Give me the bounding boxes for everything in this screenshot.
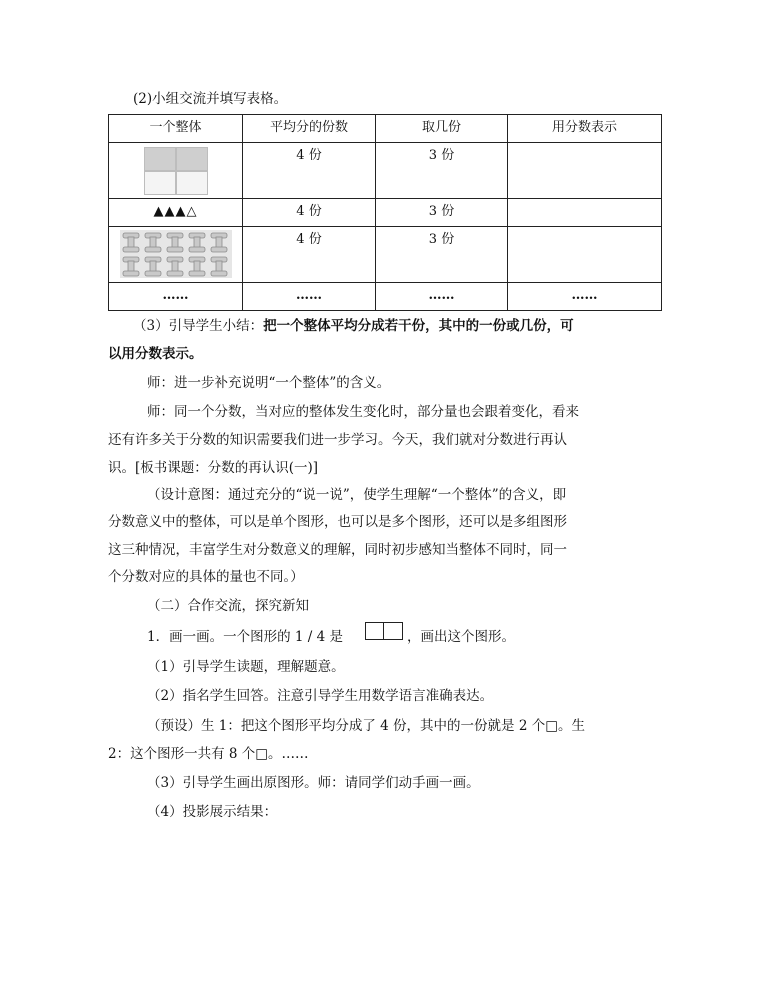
fraction-table — [108, 114, 662, 311]
ellipsis-cell: …… — [243, 283, 376, 311]
ellipsis-cell: …… — [376, 283, 508, 311]
teacher-note-2-line-3: 识。[板书课题：分数的再认识(一)] — [108, 460, 319, 476]
take-cell: 3 份 — [376, 143, 508, 199]
fraction-cell — [508, 199, 662, 227]
draw-task-a: 1．画一画。一个图形的 1 / 4 是 — [147, 629, 343, 645]
design-intent-line-3: 这三种情况，丰富学生对分数意义的理解，同时初步感知当整体不同时，同一 — [108, 542, 567, 558]
ellipsis-cell: …… — [109, 283, 243, 311]
table-header-row — [109, 115, 662, 143]
design-intent-line-4: 个分数对应的具体的量也不同。） — [108, 569, 304, 585]
table-row — [109, 143, 662, 199]
take-cell: 3 份 — [376, 227, 508, 283]
divided-square-image — [144, 147, 208, 195]
preset-line-2: 2：这个图形一共有 8 个□。…… — [108, 746, 309, 762]
step-1: （1）引导学生读题，理解题意。 — [147, 659, 345, 675]
header-whole: 一个整体 — [109, 115, 243, 143]
two-squares-icon — [365, 622, 403, 640]
design-intent-line-2: 分数意义中的整体，可以是单个图形，也可以是多个图形，还可以是多组图形 — [108, 514, 567, 530]
teacher-note-2-line-1: 师：同一个分数，当对应的整体发生变化时，部分量也会跟着变化，看来 — [147, 404, 579, 420]
summary-prefix: （3）引导学生小结： — [133, 318, 264, 334]
teacher-note-2-line-2: 还有许多关于分数的知识需要我们进一步学习。今天，我们就对分数进行再认 — [108, 432, 567, 448]
step-3: （3）引导学生画出原图形。师：请同学们动手画一画。 — [147, 775, 480, 791]
teacher-note-1: 师：进一步补充说明“一个整体”的含义。 — [147, 375, 391, 391]
summary-bold: 把一个整体平均分成若干份，其中的一份或几份，可 — [263, 318, 574, 334]
summary-line-2: 以用分数表示。 — [108, 346, 203, 362]
table-row — [109, 199, 662, 227]
table-intro: (2)小组交流并填写表格。 — [133, 91, 288, 107]
header-take: 取几份 — [376, 115, 508, 143]
whole-triangles-cell — [109, 199, 243, 227]
bones-group-image — [120, 230, 232, 278]
table-row — [109, 227, 662, 283]
section-heading: （二）合作交流，探究新知 — [147, 598, 309, 614]
triangles-icon: ▲▲▲△ — [153, 204, 198, 219]
parts-cell: 4 份 — [243, 199, 376, 227]
whole-square-cell — [109, 143, 243, 199]
parts-cell: 4 份 — [243, 143, 376, 199]
take-cell: 3 份 — [376, 199, 508, 227]
header-parts: 平均分的份数 — [243, 115, 376, 143]
design-intent-line-1: （设计意图：通过充分的“说一说”，使学生理解“一个整体”的含义，即 — [147, 487, 567, 503]
table-row — [109, 283, 662, 311]
step-2: （2）指名学生回答。注意引导学生用数学语言准确表达。 — [147, 688, 494, 704]
step-4: （4）投影展示结果： — [147, 804, 278, 820]
header-fraction: 用分数表示 — [508, 115, 662, 143]
draw-task-b: ，画出这个图形。 — [407, 629, 515, 645]
preset-line-1: （预设）生 1：把这个图形平均分成了 4 份，其中的一份就是 2 个□。生 — [147, 718, 585, 734]
summary-line-1 — [133, 316, 574, 336]
parts-cell: 4 份 — [243, 227, 376, 283]
whole-bones-cell — [109, 227, 243, 283]
fraction-cell — [508, 143, 662, 199]
fraction-cell — [508, 227, 662, 283]
ellipsis-cell: …… — [508, 283, 662, 311]
